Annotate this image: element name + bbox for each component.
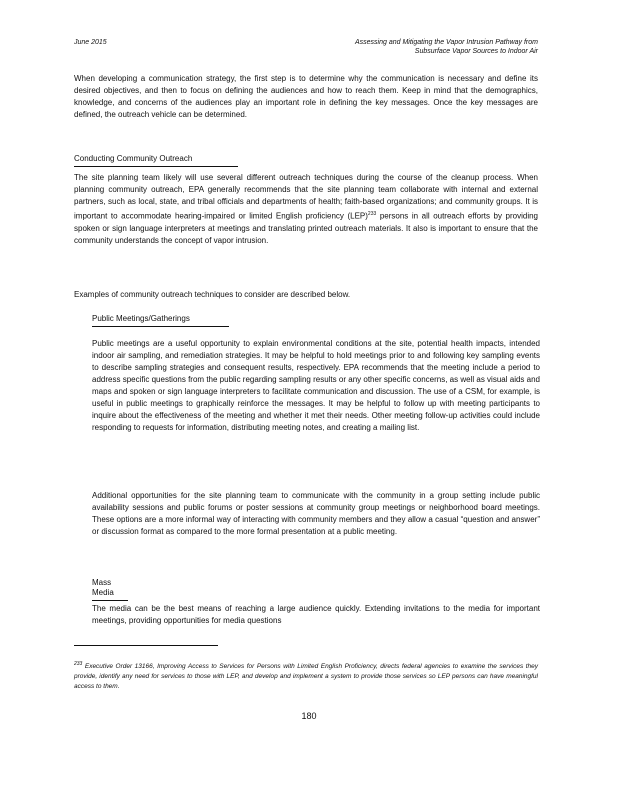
footnote-divider — [74, 645, 218, 646]
subsection-public-meetings: Public Meetings/Gatherings — [92, 314, 229, 327]
header-title — [355, 38, 538, 56]
footnote — [74, 659, 538, 692]
header-title-line-1: Assessing and Mitigating the Vapor Intrusion Pathway from — [354, 39, 538, 46]
subsection-mass-media: Mass Media — [92, 578, 128, 601]
outreach-text-after-note: persons in all outreach efforts by providing spoken or sign language interpreters at meetings and translating printed outreach materials. It also is important to ensure that the community understands the concept of vapor intrusion. — [74, 211, 538, 245]
public-meetings-paragraph-1: Public meetings are a useful opportunity to explain environmental conditions at the site, potential health impacts, intended indoor air sampling, and remediation strategies. It may be helpful to hold meetings prior to and following key sampling events to describe sampling strategies and consequent results, respectively. EPA recommends that the meeting include a period to address specific questions from the public regarding sampling results or any other specific concerns, as well as visual aids and maps and spoken or sign language interpreters to facilitate communication and discussion. The use of a CSM, for example, is useful in public meetings to graphically reinforce the messages. It may be helpful to follow up with meeting participants to inquire about the effectiveness of the meeting and whether it met their needs. Other meeting follow-up activities could include responding to requests for information, distributing meeting notes, and creating a mailing list. — [92, 339, 540, 432]
intro-paragraph: When developing a communication strategy, the first step is to determine why the communication is necessary and define its desired objectives, and then to focus on defining the audiences and how to reach them. Keep in mind that the demographics, knowledge, and concerns of the audiences play an important role in defining the key messages. Once the key messages are defined, the outreach vehicle can be determined. — [74, 74, 538, 119]
outreach-text-before-note: The site planning team likely will use several different outreach techniques during the course of the cleanup process. When planning community outreach, EPA generally recommends that the site planning team collaborate with internal and external partners, such as local, state, and tribal officials and departments of health; faith-based organizations; and community groups. It is important to accommodate hearing-impaired or limited English proficiency (LEP) — [74, 173, 538, 221]
section-heading: Conducting Community Outreach — [74, 154, 238, 167]
footnote-number: 233 — [74, 661, 83, 667]
outreach-paragraph — [74, 172, 538, 247]
examples-intro: Examples of community outreach techniques to consider are described below. — [74, 290, 351, 299]
footnote-reference: 233 — [367, 211, 377, 217]
footnote-text: Executive Order 13166, Improving Access to Services for Persons with Limited English Proficiency, directs federal agencies to examine the services they provide, identify any need for services to those with LEP, and develop and implement a system to provide those services so LEP persons can have meaningful access to them. — [74, 663, 538, 691]
mass-media-paragraph: The media can be the best means of reaching a large audience quickly. Extending invitations to the media for important meetings, providing opportunities for media questions — [92, 604, 540, 625]
page-number: 180 — [301, 711, 317, 721]
public-meetings-paragraph-2: Additional opportunities for the site planning team to communicate with the community in a group setting include public availability sessions and public forums or poster sessions at community group meetings or neighborhood board meetings. These options are a more informal way of interacting with community members and they allow a casual “question and answer” or discussion format as compared to the more formal presentation at a public meeting. — [92, 491, 540, 536]
header-title-line-2: Subsurface Vapor Sources to Indoor Air — [414, 48, 538, 55]
header-date: June 2015 — [74, 39, 107, 46]
